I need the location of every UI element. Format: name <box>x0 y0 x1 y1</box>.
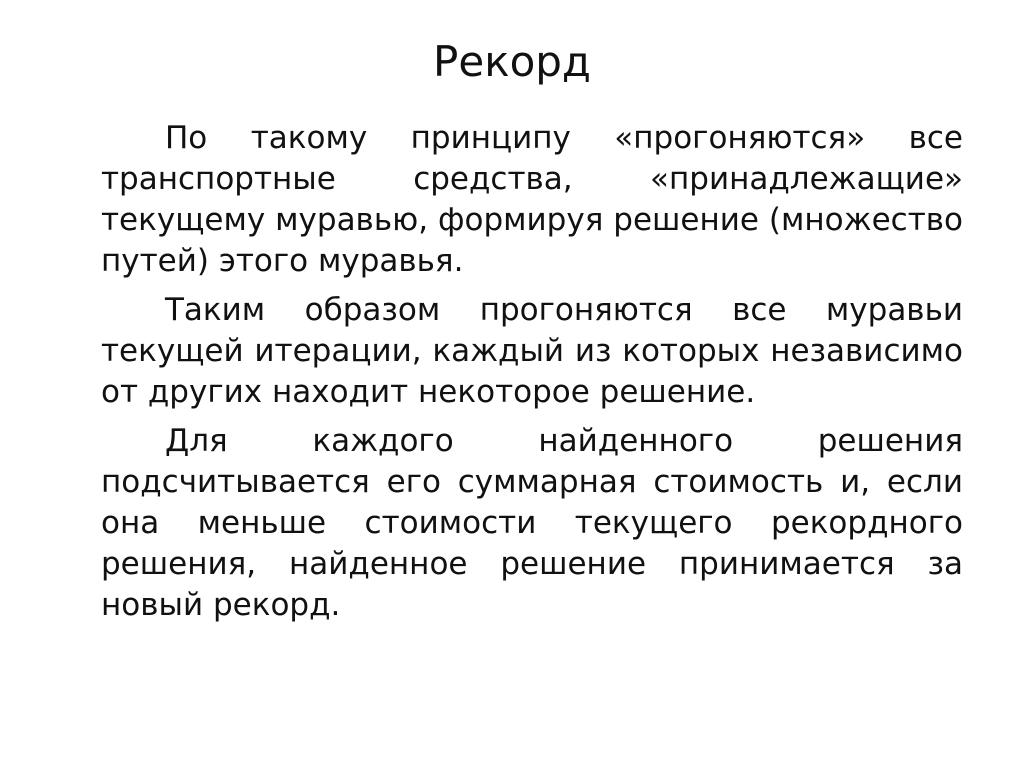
paragraph-3: Для каждого найденного решения подсчитывается его суммарная стоимость и, если она меньше стоимости текущего рекордного решения, найденное решение принимается за новый рекорд. <box>101 423 963 623</box>
slide-title: Рекорд <box>433 37 591 86</box>
paragraph-1: По такому принципу «прогоняются» все транспортные средства, «принадлежащие» текущему муравью, формируя решение (множество путей) этого муравья. <box>101 120 963 279</box>
paragraph-2: Таким образом прогоняются все муравьи текущей итерации, каждый из которых независимо от других находит некоторое решение. <box>101 292 963 410</box>
slide-body <box>101 118 963 634</box>
